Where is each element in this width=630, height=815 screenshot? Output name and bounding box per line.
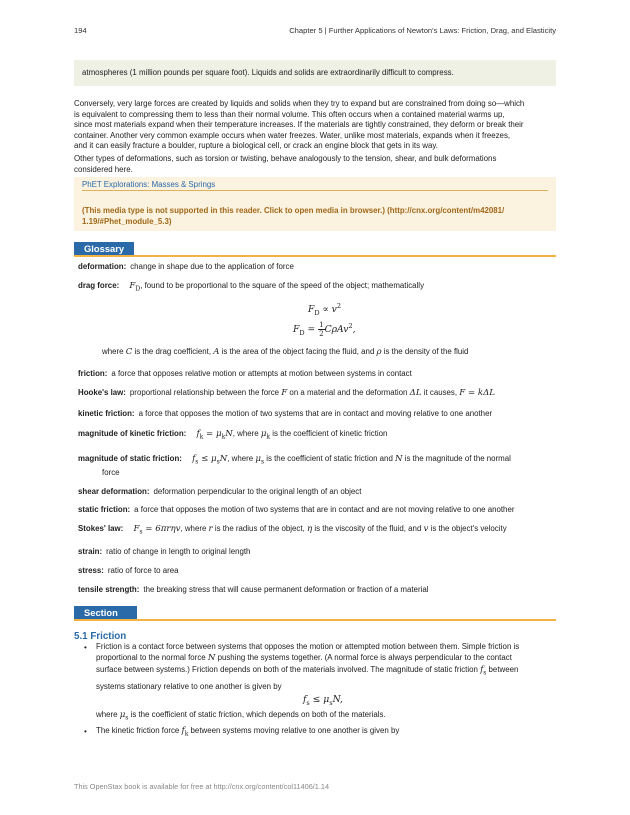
glossary-term: magnitude of kinetic friction: — [78, 429, 187, 438]
paragraph-deformations — [74, 154, 560, 175]
phet-title[interactable]: PhET Explorations: Masses & Springs — [82, 180, 216, 189]
glossary-term: drag force: — [78, 281, 120, 290]
glossary-def: a force that opposes relative motion or attempts at motion between systems in contact — [111, 369, 412, 378]
phet-divider — [82, 190, 548, 191]
phet-message-line[interactable]: (This media type is not supported in this reader. Click to open media in browser.) (http://cnx.org/content/m42081/ — [82, 206, 505, 215]
paragraph-line: and it can easily fracture a boulder, rupture a biological cell, or crack an engine block that gets in its way. — [74, 141, 438, 151]
glossary-term: kinetic friction: — [78, 409, 135, 418]
glossary-entry-stokes-law: Stokes' law: $F_s = 6\pi r\eta v$, where r is the radius of the object, η is the viscosity of the fluid, and v is the object's velocity — [78, 524, 507, 536]
glossary-term: Stokes' law: — [78, 524, 124, 533]
phet-media-link[interactable] — [82, 206, 544, 227]
glossary-term: static friction: — [78, 505, 131, 514]
phet-message-line[interactable]: 1.19/#Phet_module_5.3) — [82, 216, 172, 226]
magnitude-static-continuation: force — [102, 468, 120, 477]
bullet-line: Friction is a contact force between systems that opposes the motion or attempted motion between them. Simple friction is — [96, 642, 520, 651]
glossary-heading: Glossary — [74, 242, 134, 256]
glossary-term: shear deformation: — [78, 487, 150, 496]
bullet-marker: • — [84, 643, 87, 652]
note-box — [74, 60, 556, 86]
glossary-term: tensile strength: — [78, 585, 140, 594]
page-number: 194 — [74, 26, 87, 35]
glossary-term: magnitude of static friction: — [78, 454, 182, 463]
paragraph-expansion — [74, 99, 560, 152]
glossary-entry-stress — [78, 566, 179, 575]
bullet-line: proportional to the normal force N pushing the systems together. (A normal force is always perpendicular to the contact — [96, 652, 512, 663]
glossary-entry-magnitude-static: magnitude of static friction: $f_s \le \mu_sN$, where $\mu_s$ is the coefficient of static friction and N is the magnitude of the normal — [78, 454, 511, 466]
glossary-entry-hookes-law: Hooke's law: proportional relationship between the force F on a material and the deformation ΔL it causes, F = kΔL — [78, 388, 496, 398]
drag-where-line: where C is the drag coefficient, A is the area of the object facing the fluid, and ρ is the density of the fluid — [102, 347, 469, 357]
chapter-header: Chapter 5 | Further Applications of Newton's Laws: Friction, Drag, and Elasticity — [289, 26, 556, 35]
bullet-marker: • — [84, 727, 87, 736]
bullet-line: systems stationary relative to one another is given by — [96, 681, 282, 691]
note-text: atmospheres (1 million pounds per square foot). Liquids and solids are extraordinarily difficult to compress. — [82, 68, 454, 77]
paragraph-line: Conversely, very large forces are created by liquids and solids when they try to expand but are constrained from doing so—which — [74, 99, 525, 108]
glossary-def: a force that opposes the motion of two systems that are in contact and are not moving relative to one another — [134, 505, 515, 514]
paragraph-line: is equivalent to compressing them to less than their normal volume. This often occurs when a contained material warms up, — [74, 109, 505, 119]
glossary-term: deformation: — [78, 262, 127, 271]
summary-heading: Section Summary — [74, 606, 137, 620]
paragraph-line: Other types of deformations, such as torsion or twisting, behave analogously to the tension, shear, and bulk deformations — [74, 154, 497, 163]
glossary-entry-drag-force: drag force: $F_D$, found to be proportional to the square of the speed of the object; mathematically — [78, 281, 425, 293]
glossary-entry-friction — [78, 369, 412, 378]
phet-box — [74, 177, 556, 231]
static-friction-where-line: where $\mu_s$ is the coefficient of static friction, which depends on both of the materials. — [96, 710, 386, 722]
glossary-def: the breaking stress that will cause permanent deformation or fraction of a material — [143, 585, 429, 594]
glossary-entry-kinetic-friction — [78, 409, 492, 418]
glossary-rule — [74, 255, 556, 257]
glossary-def: a force that opposes the motion of two systems that are in contact and moving relative to one another — [138, 409, 493, 418]
glossary-entry-shear-deformation — [78, 487, 361, 496]
summary-rule — [74, 619, 556, 621]
summary-bullet-kinetic: The kinetic friction force $f_k$ between systems moving relative to one another is given by — [96, 726, 400, 738]
glossary-def: ratio of change in length to original length — [106, 547, 251, 556]
static-friction-equation: $f_s \le \mu_sN$, — [303, 694, 343, 707]
subsection-title: 5.1 Friction — [74, 631, 127, 642]
glossary-def: deformation perpendicular to the original length of an object — [153, 487, 362, 496]
paragraph-line: since most materials expand when their temperature increases. If the materials are tightly constrained, they deform or break their — [74, 120, 524, 130]
paragraph-line: considered here. — [74, 164, 133, 174]
glossary-entry-tensile-strength — [78, 585, 428, 594]
drag-proportional-equation: $F_D \propto v^2$ — [308, 302, 341, 317]
glossary-def: ratio of force to area — [107, 566, 179, 575]
glossary-def: , found to be proportional to the square of the speed of the object; mathematically — [140, 281, 425, 290]
glossary-term: strain: — [78, 547, 103, 556]
glossary-entry-strain — [78, 547, 250, 556]
glossary-entry-magnitude-kinetic: magnitude of kinetic friction: $f_k = \mu_kN$, where $\mu_k$ is the coefficient of kinetic friction — [78, 429, 388, 441]
drag-force-equation: $F_D$ = $\frac{1}{2}$ CρAv$^2$, — [293, 321, 356, 338]
paragraph-line: container. Another very common example occurs when water freezes. Water, unlike most materials, expands when it freezes, — [74, 130, 511, 140]
summary-bullet-friction — [96, 642, 558, 692]
glossary-term: Hooke's law: — [78, 388, 126, 397]
page-footer: This OpenStax book is available for free at http://cnx.org/content/col11406/1.14 — [74, 782, 330, 791]
bullet-line: surface between systems.) Friction depends on both of the materials involved. The magnitude of static friction $f_s$ between — [96, 665, 519, 677]
glossary-term: friction: — [78, 369, 108, 378]
glossary-entry-deformation — [78, 262, 294, 271]
glossary-term: stress: — [78, 566, 104, 575]
glossary-def: change in shape due to the application of force — [130, 262, 294, 271]
glossary-entry-static-friction — [78, 505, 514, 514]
